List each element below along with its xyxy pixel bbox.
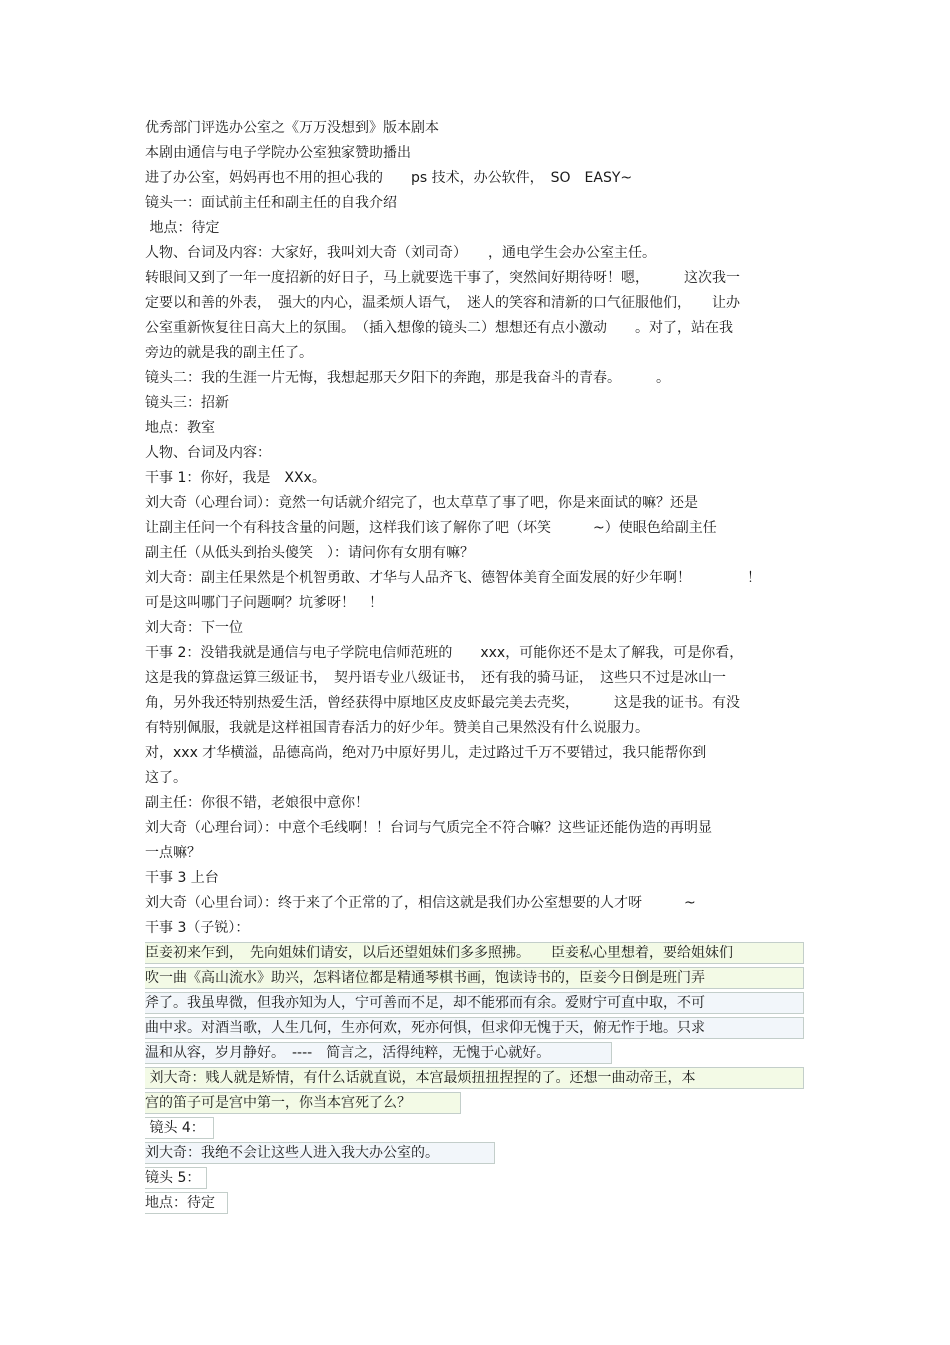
highlighted-line: 宫的笛子可是宫中第一，你当本宫死了么？ bbox=[145, 1092, 461, 1114]
dialogue-line: 干事 3 上台 bbox=[145, 870, 219, 886]
dialogue-line: 刘大奇（心理台词）：竟然一句话就介绍完了，也太草草了事了吧，你是来面试的嘛？还是 bbox=[145, 495, 698, 511]
sponsor-line: 本剧由通信与电子学院办公室独家赞助播出 bbox=[145, 145, 411, 161]
slogan-line: 进了办公室，妈妈再也不用的担心我的 ps 技术，办公软件， SO EASY~ bbox=[145, 170, 633, 186]
dialogue-line: 干事 1：你好，我是 XXx。 bbox=[145, 470, 326, 486]
script-title: 优秀部门评选办公室之《万万没想到》版本剧本 bbox=[145, 120, 439, 136]
dialogue-line: 刘大奇：副主任果然是个机智勇敢、才华与人品齐飞、德智体美育全面发展的好少年啊！ ！ bbox=[145, 570, 761, 586]
location-line: 地点：教室 bbox=[145, 420, 215, 436]
dialogue-line: 一点嘛？ bbox=[145, 845, 201, 861]
dialogue-line: 副主任（从低头到抬头傻笑 ）：请问你有女朋有嘛？ bbox=[145, 545, 474, 561]
highlighted-line: 温和从容，岁月静好。 ---- 简言之，活得纯粹，无愧于心就好。 bbox=[145, 1042, 612, 1064]
highlighted-line: 斧了。我虽卑微，但我亦知为人，宁可善而不足，却不能邪而有余。爱财宁可直中取，不可 bbox=[145, 992, 804, 1014]
highlighted-line: 刘大奇：我绝不会让这些人进入我大办公室的。 bbox=[145, 1142, 495, 1164]
dialogue-line: 角，另外我还特别热爱生活，曾经获得中原地区皮皮虾最完美去壳奖， 这是我的证书。有没 bbox=[145, 695, 740, 711]
highlighted-line: 吹一曲《高山流水》助兴，怎料诸位都是精通琴棋书画，饱读诗书的，臣妾今日倒是班门弄 bbox=[145, 967, 804, 989]
scene-heading-3: 镜头三：招新 bbox=[145, 395, 229, 411]
dialogue-line: 可是这叫哪门子问题啊？坑爹呀！ ！ bbox=[145, 595, 383, 611]
dialogue-line: 让副主任问一个有科技含量的问题，这样我们该了解你了吧（坏笑 ~）使眼色给副主任 bbox=[145, 520, 717, 536]
highlighted-line: 刘大奇：贱人就是矫情，有什么话就直说，本宫最烦扭扭捏捏的了。还想一曲动帝王，本 bbox=[145, 1067, 804, 1089]
location-line: 地点：待定 bbox=[145, 220, 220, 236]
dialogue-line: 对，xxx 才华横溢，品德高尚，绝对乃中原好男儿，走过路过千万不要错过，我只能帮你到 bbox=[145, 745, 707, 761]
dialogue-line: 干事 3（子锐）： bbox=[145, 920, 250, 936]
dialogue-line: 副主任：你很不错，老娘很中意你！ bbox=[145, 795, 369, 811]
dialogue-line: 干事 2：没错我就是通信与电子学院电信师范班的 xxx，可能你还不是太了解我，可是你看， bbox=[145, 645, 744, 661]
highlighted-line: 地点：待定 bbox=[145, 1192, 228, 1214]
highlighted-line: 镜头 5： bbox=[145, 1167, 207, 1189]
text-line: 人物、台词及内容： bbox=[145, 445, 271, 461]
dialogue-line: 刘大奇（心里台词）：终于来了个正常的了，相信这就是我们办公室想要的人才呀 ~ bbox=[145, 895, 696, 911]
text-line: 转眼间又到了一年一度招新的好日子，马上就要选干事了，突然间好期待呀！嗯， 这次我一 bbox=[145, 270, 740, 286]
dialogue-line: 这是我的算盘运算三级证书， 契丹语专业八级证书， 还有我的骑马证， 这些只不过是冰山一 bbox=[145, 670, 726, 686]
text-line: 定要以和善的外表， 强大的内心，温柔烦人语气， 迷人的笑容和清新的口气征服他们， 让办 bbox=[145, 295, 740, 311]
dialogue-line: 刘大奇：下一位 bbox=[145, 620, 243, 636]
scene-heading-2: 镜头二：我的生涯一片无悔，我想起那天夕阳下的奔跑，那是我奋斗的青春。 。 bbox=[145, 370, 670, 386]
highlighted-line: 曲中求。对酒当歌，人生几何，生亦何欢，死亦何惧，但求仰无愧于天，俯无怍于地。只求 bbox=[145, 1017, 804, 1039]
text-line: 公室重新恢复往日高大上的氛围。 （插入想像的镜头二）想想还有点小激动 。对了，站在我 bbox=[145, 320, 733, 336]
dialogue-line: 有特别佩服，我就是这样祖国青春活力的好少年。赞美自己果然没有什么说服力。 bbox=[145, 720, 649, 736]
dialogue-line: 刘大奇（心理台词）：中意个毛线啊！！台词与气质完全不符合嘛？这些证还能伪造的再明显 bbox=[145, 820, 712, 836]
dialogue-line: 这了。 bbox=[145, 770, 187, 786]
text-line: 旁边的就是我的副主任了。 bbox=[145, 345, 313, 361]
text-line: 人物、台词及内容：大家好，我叫刘大奇（刘司奇） ，通电学生会办公室主任。 bbox=[145, 245, 656, 261]
highlighted-line: 臣妾初来乍到， 先向姐妹们请安，以后还望姐妹们多多照拂。 臣妾私心里想着，要给姐妹们 bbox=[145, 942, 804, 964]
scene-heading-1: 镜头一：面试前主任和副主任的自我介绍 bbox=[145, 195, 397, 211]
highlighted-line: 镜头 4： bbox=[145, 1117, 214, 1139]
